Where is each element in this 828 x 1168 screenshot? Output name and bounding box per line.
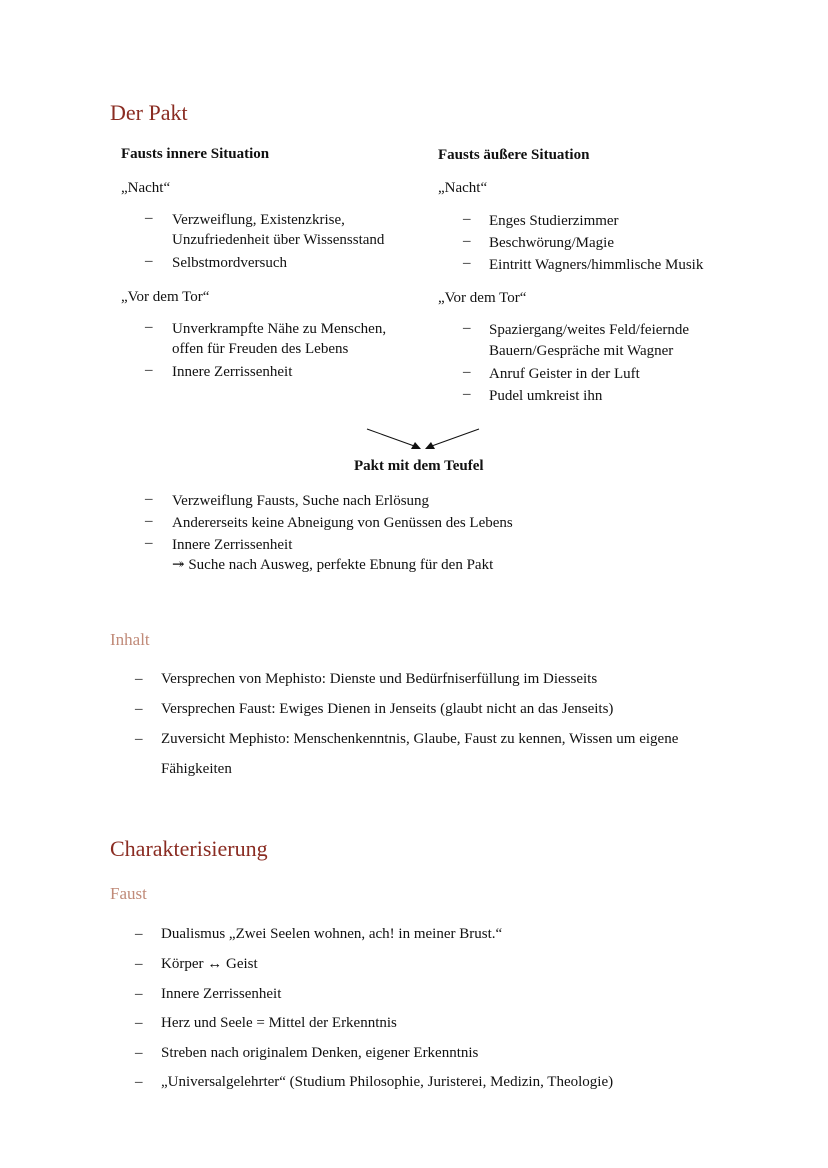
- list-item: Spaziergang/weites Feld/feiernde: [489, 322, 690, 338]
- list-item: Unverkrampfte Nähe zu Menschen,: [172, 321, 387, 337]
- list-item: Versprechen von Mephisto: Dienste und Bedürfniserfüllung im Diesseits: [161, 671, 598, 687]
- list-item: Beschwörung/Magie: [489, 235, 614, 251]
- dash: –: [145, 491, 153, 507]
- right-column-heading: Fausts äußere Situation: [438, 147, 590, 163]
- dash: –: [135, 701, 143, 717]
- list-item: Unzufriedenheit über Wissensstand: [172, 232, 385, 248]
- left-column-heading: Fausts innere Situation: [121, 146, 270, 162]
- list-item: Verzweiflung Fausts, Suche nach Erlösung: [172, 493, 430, 509]
- dash: –: [463, 211, 471, 227]
- dash: –: [135, 986, 143, 1002]
- dash: –: [145, 535, 153, 551]
- right-nacht-label: „Nacht“: [438, 180, 488, 196]
- list-item: Eintritt Wagners/himmlische Musik: [489, 257, 704, 273]
- dash: –: [135, 731, 143, 747]
- dash: –: [463, 233, 471, 249]
- dash: –: [135, 926, 143, 942]
- list-item: Bauern/Gespräche mit Wagner: [489, 343, 674, 359]
- list-item: Körper ↔ Geist: [161, 956, 258, 972]
- dash: –: [463, 364, 471, 380]
- converging-arrows-icon: [0, 0, 828, 460]
- list-item: offen für Freuden des Lebens: [172, 341, 349, 357]
- dash: –: [145, 513, 153, 529]
- list-item: Herz und Seele = Mittel der Erkenntnis: [161, 1015, 397, 1031]
- list-item: Zuversicht Mephisto: Menschenkenntnis, Glaube, Faust zu kennen, Wissen um eigene: [161, 731, 679, 747]
- dash: –: [135, 956, 143, 972]
- list-item: Innere Zerrissenheit: [172, 364, 293, 380]
- dash: –: [463, 320, 471, 336]
- dash: –: [463, 386, 471, 402]
- list-item: Enges Studierzimmer: [489, 213, 619, 229]
- dash: –: [145, 319, 153, 335]
- list-item-continuation: Fähigkeiten: [161, 761, 232, 777]
- list-item: Dualismus „Zwei Seelen wohnen, ach! in meiner Brust.“: [161, 926, 503, 942]
- dash: –: [135, 1045, 143, 1061]
- right-tor-label: „Vor dem Tor“: [438, 290, 527, 306]
- section-title-charakterisierung: Charakterisierung: [110, 836, 268, 861]
- section-title-inhalt: Inhalt: [110, 630, 150, 649]
- list-item: Andererseits keine Abneigung von Genüssen des Lebens: [172, 515, 513, 531]
- conclusion-line: ↠ Suche nach Ausweg, perfekte Ebnung für den Pakt: [172, 557, 494, 573]
- dash: –: [135, 1074, 143, 1090]
- pakt-center-title: Pakt mit dem Teufel: [354, 458, 484, 474]
- dash: –: [135, 1015, 143, 1031]
- list-item: Selbstmordversuch: [172, 255, 287, 271]
- dash: –: [463, 255, 471, 271]
- left-tor-label: „Vor dem Tor“: [121, 289, 210, 305]
- dash: –: [135, 671, 143, 687]
- list-item: Versprechen Faust: Ewiges Dienen in Jenseits (glaubt nicht an das Jenseits): [161, 701, 614, 717]
- subsection-title-faust: Faust: [110, 884, 147, 903]
- list-item: Streben nach originalem Denken, eigener Erkenntnis: [161, 1045, 479, 1061]
- list-item: Verzweiflung, Existenzkrise,: [172, 212, 345, 228]
- dash: –: [145, 362, 153, 378]
- left-nacht-label: „Nacht“: [121, 180, 171, 196]
- list-item: Anruf Geister in der Luft: [489, 366, 640, 382]
- list-item: Innere Zerrissenheit: [161, 986, 282, 1002]
- dash: –: [145, 210, 153, 226]
- list-item: Innere Zerrissenheit: [172, 537, 293, 553]
- list-item: Pudel umkreist ihn: [489, 388, 603, 404]
- section-title-pakt: Der Pakt: [110, 100, 188, 125]
- list-item: „Universalgelehrter“ (Studium Philosophie, Juristerei, Medizin, Theologie): [161, 1074, 614, 1090]
- dash: –: [145, 253, 153, 269]
